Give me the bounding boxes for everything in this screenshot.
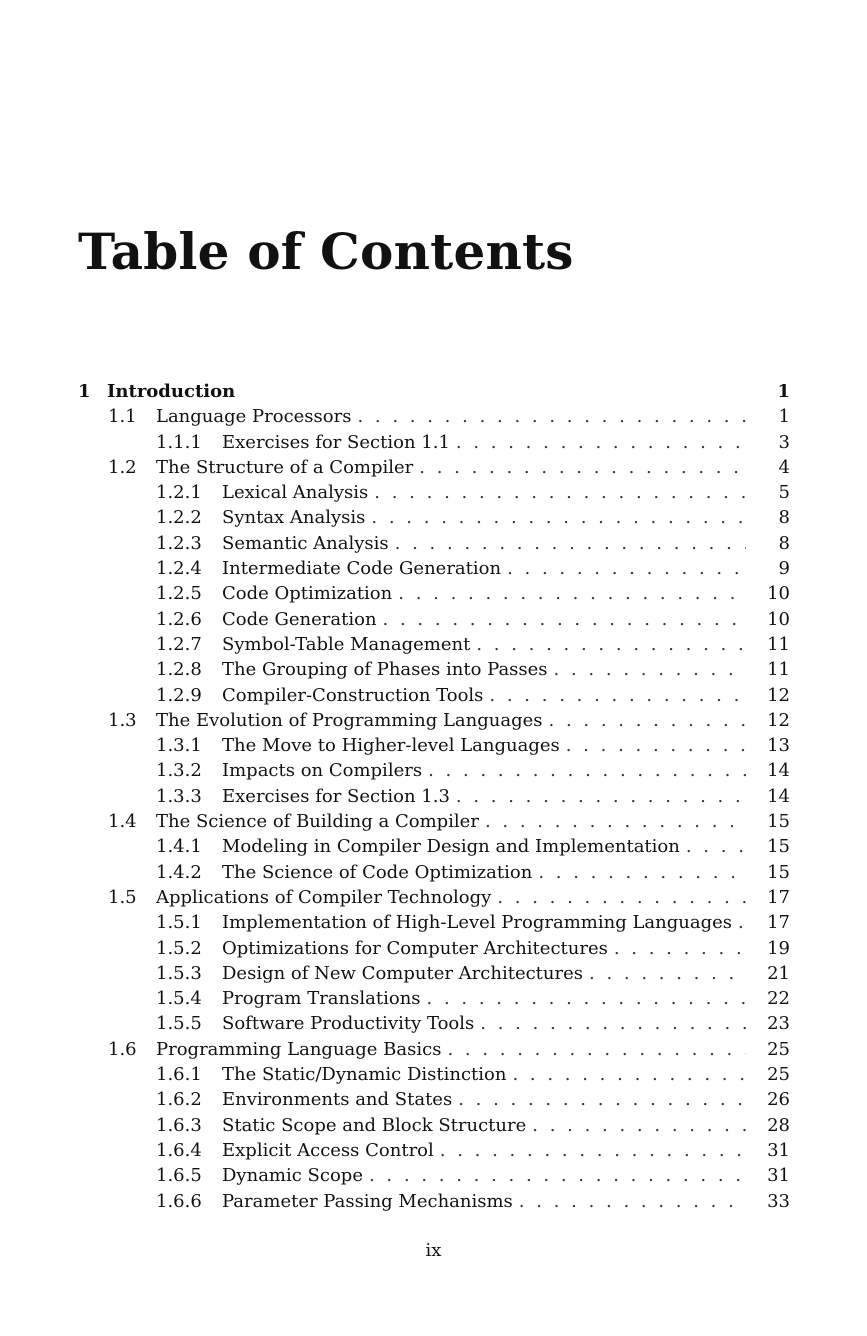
toc-entry-number: 1.4.1: [156, 836, 202, 858]
toc-entry-number: 1.2.4: [156, 558, 202, 580]
toc-entry-number: 1.5.5: [156, 1013, 202, 1035]
toc-entry-number: 1.6.6: [156, 1190, 202, 1212]
toc-entry-title[interactable]: The Science of Code Optimization: [222, 860, 538, 885]
toc-entry-number: 1.4.2: [156, 861, 202, 883]
dot-leader: [357, 404, 746, 429]
dot-leader: [519, 1189, 746, 1214]
toc-entry-number: 1.6.4: [156, 1139, 202, 1161]
dot-leader: [512, 1062, 746, 1087]
toc-entry-sub[interactable]: [78, 1011, 790, 1036]
toc-entry-page[interactable]: 23: [746, 1011, 790, 1036]
table-of-contents: [78, 379, 790, 1214]
dot-leader: [456, 784, 746, 809]
dot-leader: [427, 986, 746, 1011]
toc-entry-title[interactable]: Parameter Passing Mechanisms: [222, 1189, 519, 1214]
toc-entry-page[interactable]: 17: [746, 910, 790, 935]
toc-entry-page[interactable]: 15: [746, 860, 790, 885]
toc-entry-sub[interactable]: [78, 860, 790, 885]
dot-leader: [538, 860, 746, 885]
toc-entry-title[interactable]: Impacts on Compilers: [222, 758, 428, 783]
dot-leader: [480, 1011, 746, 1036]
toc-entry-title[interactable]: Intermediate Code Generation: [222, 556, 507, 581]
toc-entry-page[interactable]: 4: [746, 455, 790, 480]
toc-entry-title[interactable]: The Evolution of Programming Languages: [156, 708, 549, 733]
toc-entry-title[interactable]: The Grouping of Phases into Passes: [222, 657, 554, 682]
toc-entry-page[interactable]: 5: [746, 480, 790, 505]
dot-leader: [507, 556, 746, 581]
toc-entry-sub[interactable]: [78, 607, 790, 632]
toc-entry-sub[interactable]: [78, 657, 790, 682]
toc-entry-number: 1.3.3: [156, 785, 202, 807]
toc-entry-page[interactable]: 10: [746, 581, 790, 606]
toc-entry-page[interactable]: 14: [746, 758, 790, 783]
dot-leader: [428, 758, 746, 783]
toc-entry-title[interactable]: Programming Language Basics: [156, 1037, 447, 1062]
toc-entry-title[interactable]: Syntax Analysis: [222, 505, 371, 530]
dot-leader: [369, 1163, 746, 1188]
dot-leader: [532, 1113, 746, 1138]
toc-entry-title[interactable]: Modeling in Compiler Design and Implementation: [222, 834, 686, 859]
toc-entry-title[interactable]: Semantic Analysis: [222, 531, 395, 556]
dot-leader: [383, 607, 746, 632]
toc-entry-title[interactable]: The Move to Higher-level Languages: [222, 733, 566, 758]
toc-entry-number: 1.6.2: [156, 1089, 202, 1111]
toc-entry-number: 1.3: [108, 709, 137, 731]
toc-entry-title[interactable]: Exercises for Section 1.3: [222, 784, 456, 809]
toc-entry-number: 1.2.6: [156, 608, 202, 630]
toc-entry-section[interactable]: [78, 1037, 790, 1062]
toc-entry-number: 1.2: [108, 456, 137, 478]
toc-entry-page[interactable]: 1: [746, 379, 790, 404]
toc-entry-sub[interactable]: [78, 1138, 790, 1163]
toc-entry-page[interactable]: 9: [746, 556, 790, 581]
toc-entry-number: 1.1: [108, 406, 137, 428]
toc-entry-page[interactable]: 12: [746, 708, 790, 733]
toc-entry-page[interactable]: 8: [746, 531, 790, 556]
dot-leader: [614, 936, 746, 961]
toc-entry-title[interactable]: Applications of Compiler Technology: [156, 885, 497, 910]
toc-entry-page[interactable]: 15: [746, 834, 790, 859]
toc-entry-number: 1.6: [108, 1038, 137, 1060]
toc-entry-sub[interactable]: [78, 733, 790, 758]
toc-entry-sub[interactable]: [78, 430, 790, 455]
toc-entry-chapter[interactable]: [78, 379, 790, 404]
toc-entry-page[interactable]: 21: [746, 961, 790, 986]
toc-entry-title[interactable]: The Static/Dynamic Distinction: [222, 1062, 512, 1087]
toc-entry-sub[interactable]: [78, 910, 790, 935]
toc-entry-number: 1.5.1: [156, 912, 202, 934]
toc-entry-title[interactable]: Language Processors: [156, 404, 357, 429]
page-title: Table of Contents: [78, 222, 574, 281]
toc-entry-section[interactable]: [78, 809, 790, 834]
toc-entry-page[interactable]: 3: [746, 430, 790, 455]
dot-leader: [371, 505, 746, 530]
toc-entry-number: 1.4: [108, 811, 137, 833]
toc-entry-title[interactable]: Explicit Access Control: [222, 1138, 440, 1163]
dot-leader: [458, 1087, 746, 1112]
toc-entry-page[interactable]: 26: [746, 1087, 790, 1112]
toc-entry-page[interactable]: 33: [746, 1189, 790, 1214]
toc-entry-sub[interactable]: [78, 758, 790, 783]
toc-entry-title[interactable]: Program Translations: [222, 986, 427, 1011]
dot-leader: [374, 480, 746, 505]
toc-entry-section[interactable]: [78, 404, 790, 429]
dot-leader: [738, 910, 746, 935]
toc-entry-section[interactable]: [78, 455, 790, 480]
toc-entry-number: 1.1.1: [156, 431, 202, 453]
toc-entry-page[interactable]: 11: [746, 632, 790, 657]
toc-entry-title[interactable]: Environments and States: [222, 1087, 458, 1112]
toc-entry-title[interactable]: Static Scope and Block Structure: [222, 1113, 532, 1138]
toc-entry-sub[interactable]: [78, 505, 790, 530]
toc-entry-number: 1.6.1: [156, 1064, 202, 1086]
toc-entry-sub[interactable]: [78, 1113, 790, 1138]
toc-entry-sub[interactable]: [78, 480, 790, 505]
toc-entry-title[interactable]: The Science of Building a Compiler: [156, 809, 485, 834]
toc-entry-sub[interactable]: [78, 531, 790, 556]
dot-leader: [456, 430, 746, 455]
toc-entry-title[interactable]: Implementation of High-Level Programming Languages: [222, 910, 738, 935]
toc-entry-page[interactable]: 12: [746, 683, 790, 708]
toc-entry-page[interactable]: 10: [746, 607, 790, 632]
toc-entry-number: 1.3.2: [156, 760, 202, 782]
toc-entry-number: 1: [78, 381, 91, 402]
dot-leader: [589, 961, 746, 986]
toc-entry-sub[interactable]: [78, 632, 790, 657]
toc-entry-number: 1.2.8: [156, 659, 202, 681]
toc-entry-title[interactable]: Optimizations for Computer Architectures: [222, 936, 614, 961]
toc-entry-page[interactable]: 31: [746, 1163, 790, 1188]
dot-leader: [419, 455, 746, 480]
toc-entry-sub[interactable]: [78, 683, 790, 708]
toc-entry-number: 1.6.3: [156, 1114, 202, 1136]
toc-entry-number: 1.5.2: [156, 937, 202, 959]
toc-entry-page[interactable]: 25: [746, 1062, 790, 1087]
toc-entry-page[interactable]: 1: [746, 404, 790, 429]
dot-leader: [440, 1138, 746, 1163]
toc-entry-sub[interactable]: [78, 784, 790, 809]
toc-entry-number: 1.2.5: [156, 583, 202, 605]
toc-entry-number: 1.5.3: [156, 962, 202, 984]
toc-entry-page[interactable]: 28: [746, 1113, 790, 1138]
toc-entry-sub[interactable]: [78, 834, 790, 859]
toc-entry-page[interactable]: 15: [746, 809, 790, 834]
toc-entry-number: 1.2.7: [156, 633, 202, 655]
toc-entry-title[interactable]: Exercises for Section 1.1: [222, 430, 456, 455]
toc-entry-sub[interactable]: [78, 1062, 790, 1087]
toc-entry-page[interactable]: 11: [746, 657, 790, 682]
dot-leader: [566, 733, 746, 758]
toc-entry-number: 1.2.9: [156, 684, 202, 706]
dot-leader: [549, 708, 746, 733]
toc-entry-page[interactable]: 13: [746, 733, 790, 758]
dot-leader: [686, 834, 746, 859]
toc-entry-page[interactable]: 14: [746, 784, 790, 809]
toc-entry-title[interactable]: Introduction: [107, 379, 241, 404]
toc-entry-title[interactable]: Symbol-Table Management: [222, 632, 476, 657]
dot-leader: [489, 683, 746, 708]
toc-entry-sub[interactable]: [78, 556, 790, 581]
toc-entry-sub[interactable]: [78, 1087, 790, 1112]
toc-entry-sub[interactable]: [78, 581, 790, 606]
toc-entry-section[interactable]: [78, 885, 790, 910]
toc-entry-number: 1.5: [108, 886, 137, 908]
toc-entry-number: 1.5.4: [156, 988, 202, 1010]
page-number: ix: [425, 1240, 442, 1261]
toc-entry-page[interactable]: 19: [746, 936, 790, 961]
toc-entry-number: 1.6.5: [156, 1165, 202, 1187]
toc-entry-page[interactable]: 8: [746, 505, 790, 530]
dot-leader: [398, 581, 746, 606]
dot-leader: [497, 885, 746, 910]
toc-entry-number: 1.2.1: [156, 482, 202, 504]
toc-entry-number: 1.2.3: [156, 532, 202, 554]
toc-entry-title[interactable]: Software Productivity Tools: [222, 1011, 480, 1036]
toc-entry-title[interactable]: Lexical Analysis: [222, 480, 374, 505]
toc-entry-page[interactable]: 31: [746, 1138, 790, 1163]
toc-entry-sub[interactable]: [78, 936, 790, 961]
toc-entry-title[interactable]: Design of New Computer Architectures: [222, 961, 589, 986]
toc-entry-title[interactable]: Code Optimization: [222, 581, 398, 606]
toc-entry-page[interactable]: 22: [746, 986, 790, 1011]
dot-leader: [395, 531, 746, 556]
dot-leader: [476, 632, 746, 657]
dot-leader: [554, 657, 746, 682]
dot-leader: [485, 809, 746, 834]
toc-entry-section[interactable]: [78, 708, 790, 733]
toc-entry-sub[interactable]: [78, 986, 790, 1011]
toc-entry-title[interactable]: Compiler-Construction Tools: [222, 683, 489, 708]
toc-entry-number: 1.2.2: [156, 507, 202, 529]
toc-entry-sub[interactable]: [78, 1163, 790, 1188]
dot-leader: [447, 1037, 746, 1062]
toc-entry-number: 1.3.1: [156, 735, 202, 757]
toc-entry-page[interactable]: 25: [746, 1037, 790, 1062]
toc-entry-title[interactable]: Code Generation: [222, 607, 383, 632]
toc-entry-page[interactable]: 17: [746, 885, 790, 910]
toc-entry-sub[interactable]: [78, 1189, 790, 1214]
toc-entry-sub[interactable]: [78, 961, 790, 986]
toc-entry-title[interactable]: The Structure of a Compiler: [156, 455, 419, 480]
toc-entry-title[interactable]: Dynamic Scope: [222, 1163, 369, 1188]
